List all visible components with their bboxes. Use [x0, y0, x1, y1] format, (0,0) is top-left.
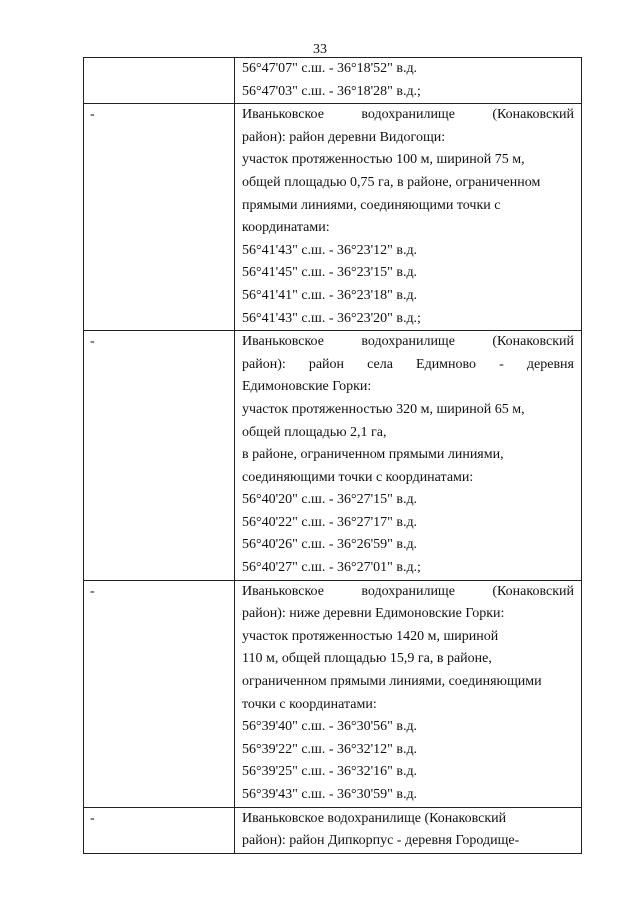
description-line: 110 м, общей площадью 15,9 га, в районе, — [242, 651, 492, 667]
description-line: район): район деревни Видогощи: — [242, 129, 446, 145]
description-line: 56°39'25" с.ш. - 36°32'16" в.д. — [242, 764, 418, 780]
table-row — [84, 104, 582, 331]
row-marker-cell — [84, 807, 235, 853]
row-marker: - — [90, 107, 95, 123]
description-line: участок протяженностью 1420 м, шириной — [242, 628, 499, 644]
description-line: 56°39'40" с.ш. - 36°30'56" в.д. — [242, 719, 418, 735]
description-line: 56°41'43" с.ш. - 36°23'20" в.д.; — [242, 310, 421, 326]
description-line: 56°41'43" с.ш. - 36°23'12" в.д. — [242, 242, 418, 258]
description-line: участок протяженностью 320 м, шириной 65 м, — [242, 401, 525, 417]
description-line: ограниченном прямыми линиями, соединяющими — [242, 674, 542, 690]
description-line: соединяющими точки с координатами: — [242, 469, 474, 485]
row-marker-cell — [84, 104, 235, 331]
table-body — [84, 58, 582, 854]
description-line: 56°41'45" с.ш. - 36°23'15" в.д. — [242, 265, 418, 281]
row-description-cell — [235, 580, 582, 807]
description-line: район): район Дипкорпус - деревня Городище- — [242, 833, 520, 849]
row-description-cell — [235, 807, 582, 853]
description-line: 56°41'41" с.ш. - 36°23'18" в.д. — [242, 287, 418, 303]
description-line: прямыми линиями, соединяющими точки с — [242, 197, 501, 213]
row-description-cell — [235, 104, 582, 331]
row-marker — [84, 58, 234, 81]
description-line: в районе, ограниченном прямыми линиями, — [242, 447, 504, 463]
description-line: 56°40'27" с.ш. - 36°27'01" в.д.; — [242, 560, 421, 576]
table-row — [84, 331, 582, 581]
row-marker-cell — [84, 58, 235, 104]
description-line: координатами: — [242, 220, 330, 236]
row-marker: - — [90, 334, 95, 350]
description-line: общей площадью 0,75 га, в районе, ограниченном — [242, 174, 541, 190]
row-marker: - — [90, 810, 95, 826]
row-marker-cell — [84, 331, 235, 581]
description-line: 56°47'03" с.ш. - 36°18'28" в.д.; — [242, 83, 421, 99]
page-number: 33 — [313, 42, 327, 57]
row-description-cell — [235, 331, 582, 581]
table-row — [84, 580, 582, 807]
description-line: 56°40'22" с.ш. - 36°27'17" в.д. — [242, 514, 418, 530]
row-marker: - — [90, 583, 95, 599]
description-line: точки с координатами: — [242, 696, 377, 712]
description-line: район): ниже деревни Едимоновские Горки: — [242, 606, 505, 622]
description-line: 56°39'22" с.ш. - 36°32'12" в.д. — [242, 741, 418, 757]
description-line: 56°40'20" с.ш. - 36°27'15" в.д. — [242, 492, 418, 508]
description-line: общей площадью 2,1 га, — [242, 424, 387, 440]
description-line: Иваньковское водохранилище (Конаковский — [242, 107, 574, 123]
description-line: район): район села Едимново - деревня — [242, 356, 574, 372]
description-line: участок протяженностью 100 м, шириной 75 м, — [242, 152, 525, 168]
description-line: 56°40'26" с.ш. - 36°26'59" в.д. — [242, 537, 418, 553]
description-line: Едимоновские Горки: — [242, 379, 372, 395]
table-row — [84, 807, 582, 853]
description-line: 56°39'43" с.ш. - 36°30'59" в.д. — [242, 787, 418, 802]
description-line: 56°47'07" с.ш. - 36°18'52" в.д. — [242, 61, 418, 76]
description-line: Иваньковское водохранилище (Конаковский — [242, 583, 574, 599]
description-line: Иваньковское водохранилище (Конаковский — [242, 810, 507, 826]
coordinates-table — [83, 57, 582, 854]
row-description-cell — [235, 58, 582, 104]
row-marker-cell — [84, 580, 235, 807]
description-line: Иваньковское водохранилище (Конаковский — [242, 334, 574, 350]
table-row — [84, 58, 582, 104]
